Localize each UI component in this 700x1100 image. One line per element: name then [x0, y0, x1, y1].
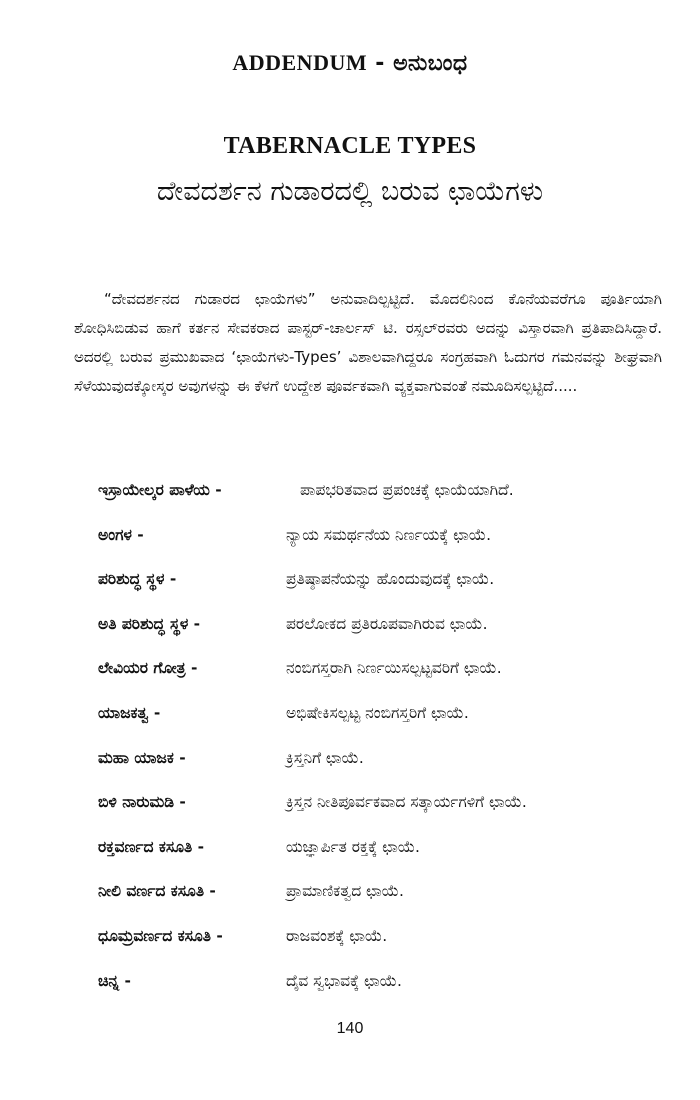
- addendum-kannada: ಅನುಬಂಧ: [393, 51, 468, 76]
- type-term: ಚಿನ್ನ -: [98, 971, 131, 990]
- type-term: ಯಾಜಕತ್ವ -: [98, 703, 161, 722]
- type-item: [98, 959, 678, 1004]
- type-meaning: ನ್ಯಾಯ ಸಮರ್ಥನೆಯ ನಿರ್ಣಯಕ್ಕೆ ಛಾಯೆ.: [286, 525, 492, 544]
- type-meaning: ಪಾಪಭರಿತವಾದ ಪ್ರಪಂಚಕ್ಕೆ ಛಾಯೆಯಾಗಿದೆ.: [300, 481, 514, 499]
- type-item: [98, 468, 678, 513]
- type-meaning: ರಾಜವಂಶಕ್ಕೆ ಛಾಯೆ.: [286, 926, 388, 945]
- type-meaning: ಕ್ರಿಸ್ತನಿಗೆ ಛಾಯೆ.: [286, 748, 364, 767]
- addendum-english: ADDENDUM: [232, 50, 368, 75]
- type-term: ಅತಿ ಪರಿಶುದ್ಧ ಸ್ಥಳ -: [98, 614, 201, 633]
- type-meaning: ಅಭಿಷೇಕಿಸಲ್ಪಟ್ಟ ನಂಬಿಗಸ್ತರಿಗೆ ಛಾಯೆ.: [286, 703, 469, 722]
- page-number: 140: [336, 1020, 364, 1037]
- intro-paragraph: [74, 285, 662, 401]
- type-meaning: ಪ್ರಾಮಾಣಿಕತ್ವದ ಛಾಯೆ.: [286, 882, 404, 901]
- type-term: ಬಿಳಿ ನಾರುಮಡಿ -: [98, 793, 186, 812]
- type-meaning: ಯಜ್ಞಾರ್ಪಿತ ರಕ್ತಕ್ಕೆ ಛಾಯೆ.: [286, 837, 420, 856]
- title-english: TABERNACLE TYPES: [223, 133, 477, 159]
- type-term: ಮಹಾ ಯಾಜಕ -: [98, 748, 186, 767]
- type-meaning: ದೈವ ಸ್ವಭಾವಕ್ಕೆ ಛಾಯೆ.: [286, 971, 402, 990]
- type-meaning: ನಂಬಿಗಸ್ತರಾಗಿ ನಿರ್ಣಯಿಸಲ್ಪಟ್ಟವರಿಗೆ ಛಾಯೆ.: [286, 659, 502, 678]
- type-item: [98, 869, 678, 914]
- type-term: ಲೇವಿಯರ ಗೋತ್ರ -: [98, 659, 198, 678]
- type-term: ಅಂಗಳ -: [98, 525, 144, 544]
- addendum-heading: [0, 50, 700, 76]
- type-item: [98, 780, 678, 825]
- type-item: [98, 691, 678, 736]
- type-item: [98, 736, 678, 781]
- type-term: ರಕ್ತವರ್ಣದ ಕಸೂತಿ -: [98, 837, 205, 856]
- type-meaning: ಕ್ರಿಸ್ತನ ನೀತಿಪೂರ್ವಕವಾದ ಸತ್ಕಾರ್ಯಗಳಿಗೆ ಛಾಯೆ.: [286, 793, 527, 812]
- type-item: [98, 646, 678, 691]
- intro-text: “ದೇವದರ್ಶನದ ಗುಡಾರದ ಛಾಯೆಗಳು” ಅನುವಾದಿಲ್ಪಟ್ಟಿದೆ. ಮೊದಲಿನಿಂದ ಕೊನೆಯವರೆಗೂ ಪೂರ್ತಿಯಾಗಿ ಶೋಧಿಸಿಬಿಡುವ ಹಾಗೆ ಕರ್ತನ ಸೇವಕರಾದ ಪಾಸ್ಟರ್-ಚಾರ್ಲಸ್ ಟಿ. ರಸ್ಸಲ್‌ರವರು ಅದನ್ನು ವಿಸ್ತಾರವಾಗಿ ಪ್ರತಿಪಾದಿಸಿದ್ದಾರೆ. ಅದರಲ್ಲಿ ಬರುವ ಪ್ರಮುಖವಾದ ‘ಛಾಯೆಗಳು-Types’ ವಿಶಾಲವಾಗಿದ್ದರೂ ಸಂಗ್ರಹವಾಗಿ ಓದುಗರ ಗಮನವನ್ನು ಶೀಘ್ರವಾಗಿ ಸೆಳೆಯುವುದಕ್ಕೋಸ್ಕರ ಅವುಗಳನ್ನು ಈ ಕೆಳಗೆ ಉದ್ದೇಶ ಪೂರ್ವಕವಾಗಿ ವ್ಯಕ್ತವಾಗುವಂತೆ ನಮೂದಿಸಲ್ಪಟ್ಟಿದೆ.....: [74, 290, 662, 395]
- type-item: [98, 557, 678, 602]
- type-item: [98, 825, 678, 870]
- type-item: [98, 602, 678, 647]
- type-item: [98, 914, 678, 959]
- type-term: ಇಸ್ರಾಯೇಲ್ಕರ ಪಾಳೆಯ -: [98, 481, 222, 499]
- type-term: ನೀಲಿ ವರ್ಣದ ಕಸೂತಿ -: [98, 882, 216, 901]
- type-item: [98, 513, 678, 558]
- type-term: ಧೂಮ್ರವರ್ಣದ ಕಸೂತಿ -: [98, 926, 223, 945]
- type-meaning: ಪರಲೋಕದ ಪ್ರತಿರೂಪವಾಗಿರುವ ಛಾಯೆ.: [286, 614, 488, 633]
- title-kannada: ದೇವದರ್ಶನ ಗುಡಾರದಲ್ಲಿ ಬರುವ ಛಾಯೆಗಳು: [156, 176, 544, 207]
- addendum-separator: -: [367, 51, 394, 76]
- types-list: [98, 468, 678, 1003]
- type-term: ಪರಿಶುದ್ಧ ಸ್ಥಳ -: [98, 570, 177, 589]
- type-meaning: ಪ್ರತಿಷ್ಠಾಪನೆಯನ್ನು ಹೊಂದುವುದಕ್ಕೆ ಛಾಯೆ.: [286, 570, 495, 589]
